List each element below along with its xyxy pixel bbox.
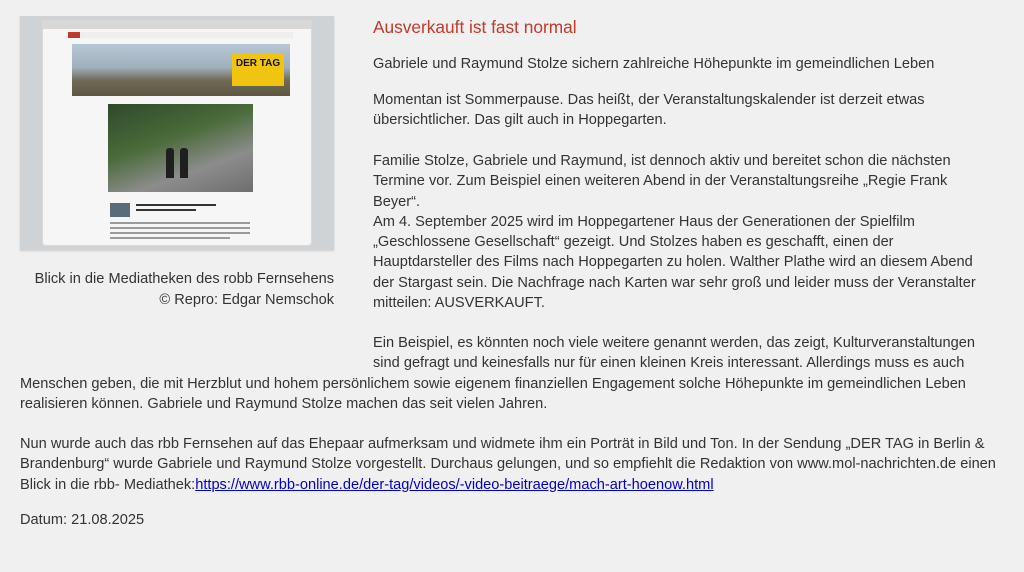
article-date: Datum: 21.08.2025 [20,512,145,528]
paragraph-4 [20,333,1010,414]
text-line: Familie Stolze, Gabriele und Raymund, ist dennoch aktiv und bereitet schon die nächsten [373,153,951,169]
text-line: mitteilen: AUSVERKAUFT. [373,295,545,312]
paragraph-5 [20,434,1000,495]
site-header [68,32,293,38]
paragraph-2 [373,151,983,313]
article-title: Ausverkauft ist fast normal [373,17,577,37]
text-line: übersichtlicher. Das gilt auch in Hoppegarten. [373,112,667,129]
rbb-logo [68,32,80,38]
browser-bar [42,20,312,29]
text-line: Blick in die rbb- Mediathek: [20,476,196,493]
article-line [110,227,250,229]
person-figure [180,148,188,178]
paragraph-1 [373,90,983,131]
article-line [110,237,230,239]
hero-banner [72,44,290,96]
text-line: Brandenburg“ wurde Gabriele und Raymund Stolze vorgestellt. Durchaus gelungen, und so empfiehlt die Redaktion von www.mol-nachrichten.de einen [20,456,996,473]
article-photo[interactable] [20,16,334,250]
image-column [20,16,334,311]
article-line [110,222,250,224]
text-line: „Geschlossene Gesellschaft“ gezeigt. Und Stolzes haben es geschafft, einen der [373,234,894,251]
text-line: Momentan ist Sommerpause. Das heißt, der Veranstaltungskalender ist derzeit etwas [373,92,925,108]
der-tag-badge: DER TAG [232,54,284,86]
rbb-mediathek-link[interactable]: https://www.rbb-online.de/der-tag/videos/-video-beitraege/mach-art-hoenow.html [195,476,714,493]
image-caption [20,269,334,311]
monitor-screen [42,20,312,246]
photo-credit: © Repro: Edgar Nemschok [159,292,334,308]
text-line: Nun wurde auch das rbb Fernsehen auf das Ehepaar aufmerksam und widmete ihm ein Porträt in Bild und Ton. In der Sendung „DER TAG in Berlin & [20,436,985,452]
text-line: Beyer“. [373,193,421,210]
article-line [136,209,196,211]
text-line: sind gefragt und keinesfalls nur für einen kleinen Kreis interessant. Allerdings muss es auch [373,355,965,372]
caption-text: Blick in die Mediatheken des robb Fernsehens [34,271,334,287]
text-line: Am 4. September 2025 wird im Hoppegartener Haus der Generationen der Spielfilm [373,213,915,230]
text-line: Hauptdarsteller des Films nach Hoppegarten zu holen. Walther Plathe wird an diesem Abend [373,254,973,271]
person-figure [166,148,174,178]
article-subtitle: Gabriele und Raymund Stolze sichern zahlreiche Höhepunkte im gemeindlichen Leben [373,56,935,72]
video-still [108,104,253,192]
article-thumbnail [110,203,130,217]
article-line [136,204,216,206]
text-line: Termine vor. Zum Beispiel einen weiteren Abend in der Veranstaltungsreihe „Regie Frank [373,173,948,190]
text-line: realisieren können. Gabriele und Raymund Stolze machen das seit vielen Jahren. [20,395,548,412]
text-line: Ein Beispiel, es könnten noch viele weitere genannt werden, das zeigt, Kulturveranstaltungen [373,335,975,351]
text-line: Menschen geben, die mit Herzblut und hohem persönlichem sowie eigenem finanziellen Engagement solche Höhepunkte im gemeindlichen Leben [20,375,966,392]
article-line [110,232,250,234]
text-line: der Stargast sein. Die Nachfrage nach Karten war sehr groß und leider muss der Veranstalter [373,274,976,291]
